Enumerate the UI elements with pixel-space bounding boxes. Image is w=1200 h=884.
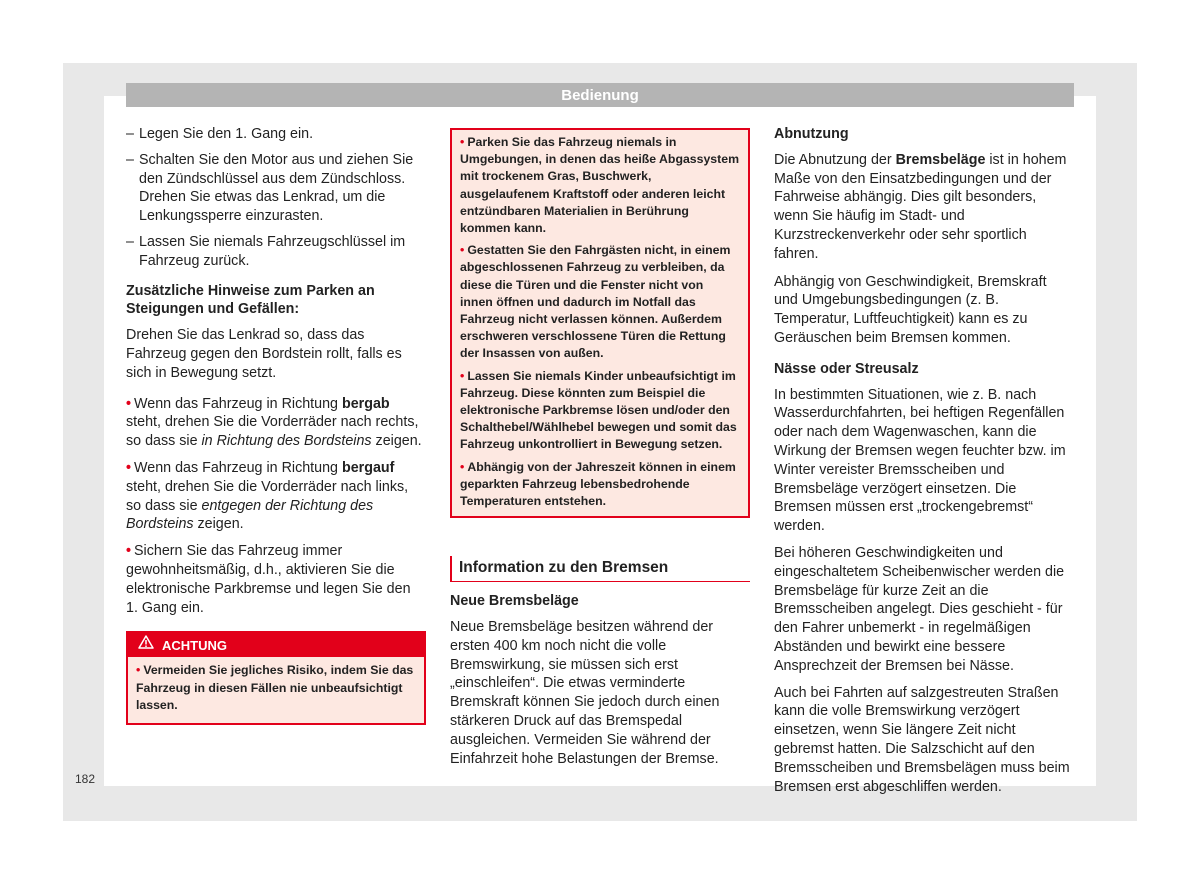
warning-title: ACHTUNG — [162, 638, 227, 654]
bullet-icon: • — [460, 243, 465, 258]
paragraph: Drehen Sie das Lenkrad so, dass das Fahrzeug gegen den Bordstein rollt, falls es sich in Bewegung setzt. — [126, 327, 402, 381]
subheading: Abnutzung — [774, 126, 849, 142]
bullet-icon: • — [460, 459, 465, 474]
column-middle — [450, 128, 750, 776]
warning-box — [126, 631, 426, 725]
warning-item: • Parken Sie das Fahrzeug niemals in Umgebungen, in denen das heiße Abgassystem mit trockenem Gras, Buschwerk, ausgelaufenem Kraftstoff oder anderen leicht entzündbaren Materialien in Berührung kommen kann. — [460, 135, 740, 236]
warning-triangle-icon — [138, 632, 154, 657]
paragraph: Abhängig von Geschwindigkeit, Bremskraft und Umgebungsbedingungen (z. B. Temperatur, Luftfeuchtigkeit) kann es zu Geräuschen beim Bremsen kommen. — [774, 273, 1047, 346]
section-subheading: Zusätzliche Hinweise zum Parken an Steigungen und Gefällen: — [126, 282, 375, 318]
page-number: 182 — [75, 772, 96, 786]
warning-item: • Vermeiden Sie jegliches Risiko, indem Sie das Fahrzeug in diesen Fällen nie unbeaufsichtigt lassen. — [136, 663, 414, 712]
bullet-icon: • — [460, 368, 465, 383]
section-title: Information zu den Bremsen — [450, 556, 750, 582]
step-item: – Lassen Sie niemals Fahrzeugschlüssel im Fahrzeug zurück. — [126, 233, 426, 271]
bullet-icon: • — [126, 459, 132, 476]
bullet-item: • Wenn das Fahrzeug in Richtung bergab steht, drehen Sie die Vorderräder nach rechts, so dass sie in Richtung des Bordsteins zeigen. — [126, 395, 422, 450]
bullet-icon: • — [126, 543, 132, 560]
chapter-header: Bedienung — [126, 83, 1074, 107]
bullet-icon: • — [460, 135, 465, 149]
warning-body — [128, 657, 424, 723]
warning-item: • Lassen Sie niemals Kinder unbeaufsichtigt im Fahrzeug. Diese könnten zum Beispiel die elektronische Parkbremse lösen und/oder den Schalthebel/Wählhebel bewegen und somit das Fahrzeug unkontrolliert in Bewegung setzen. — [460, 368, 737, 452]
column-right — [774, 125, 1074, 804]
paragraph: In bestimmten Situationen, wie z. B. nach Wasserdurchfahrten, bei heftigen Regenfällen oder nach dem Wagenwaschen, kann die Wirkung der Bremsen wegen feuchter bzw. im Winter vereister Bremsscheiben und Bremsbeläge verzögert einsetzen. Die Bremsen müssen erst „trockengebremst“ werden. — [774, 386, 1066, 535]
subheading: Neue Bremsbeläge — [450, 593, 579, 610]
paragraph: Bei höheren Geschwindigkeiten und eingeschaltetem Scheibenwischer werden die Bremsbeläge für kurze Zeit an die Bremsscheiben angelegt. Dies geschieht - für den Fahrer unbemerkt - in regelmäßigen Abständen und bewirkt eine bessere Ansprechzeit der Bremsen bei Nässe. — [774, 544, 1065, 674]
subheading: Nässe oder Streusalz — [774, 360, 919, 377]
warning-item: • Gestatten Sie den Fahrgästen nicht, in einem abgeschlossenen Fahrzeug zu verbleiben, da diese die Türen und die Fenster nicht von innen öffnen und dadurch im Notfall das Fahrzeug nicht verlassen können. Außerdem erschweren verschlossene Türen die Rettung der Insassen von außen. — [460, 243, 731, 361]
paragraph: Auch bei Fahrten auf salzgestreuten Straßen kann die volle Bremswirkung verzögert einsetzen, wenn Sie längere Zeit nicht gebremst hatten. Die Salzschicht auf den Bremsscheiben und Bremsbelägen muss beim Bremsen erst abgeschliffen werden. — [774, 684, 1070, 795]
paragraph: Die Abnutzung der Bremsbeläge ist in hohem Maße von den Einsatzbedingungen und der Fahrweise abhängig. Dies gilt besonders, wenn Sie häufig im Stadt- und Kurzstreckenverkehr oder sehr sportlich fahren. — [774, 151, 1067, 262]
step-item: – Legen Sie den 1. Gang ein. — [126, 125, 426, 144]
bullet-item: • Sichern Sie das Fahrzeug immer gewohnheitsmäßig, d.h., aktivieren Sie die elektronische Parkbremse und legen Sie den 1. Gang ein. — [126, 543, 411, 616]
column-left — [126, 125, 426, 725]
warning-box-continued — [450, 128, 750, 518]
warning-header — [128, 633, 424, 657]
warning-body — [452, 130, 748, 516]
paragraph: Neue Bremsbeläge besitzen während der ersten 400 km noch nicht die volle Bremswirkung, sie müssen sich erst „einschleifen“. Die etwas verminderte Bremskraft können Sie jedoch durch einen stärkeren Druck auf das Bremspedal ausgleichen. Vermeiden Sie während der Einfahrzeit hohe Belastungen der Bremse. — [450, 619, 720, 767]
bullet-icon: • — [136, 663, 141, 678]
bullet-item: • Wenn das Fahrzeug in Richtung bergauf steht, drehen Sie die Vorderräder nach links, so dass sie entgegen der Richtung des Bordsteins zeigen. — [126, 459, 409, 533]
step-item: – Schalten Sie den Motor aus und ziehen Sie den Zündschlüssel aus dem Zündschloss. Drehen Sie etwas das Lenkrad, um die Lenkungssperre einzurasten. — [126, 151, 426, 226]
warning-item: • Abhängig von der Jahreszeit können in einem geparkten Fahrzeug lebensbedrohende Temperaturen entstehen. — [460, 459, 736, 509]
bullet-icon: • — [126, 395, 132, 412]
